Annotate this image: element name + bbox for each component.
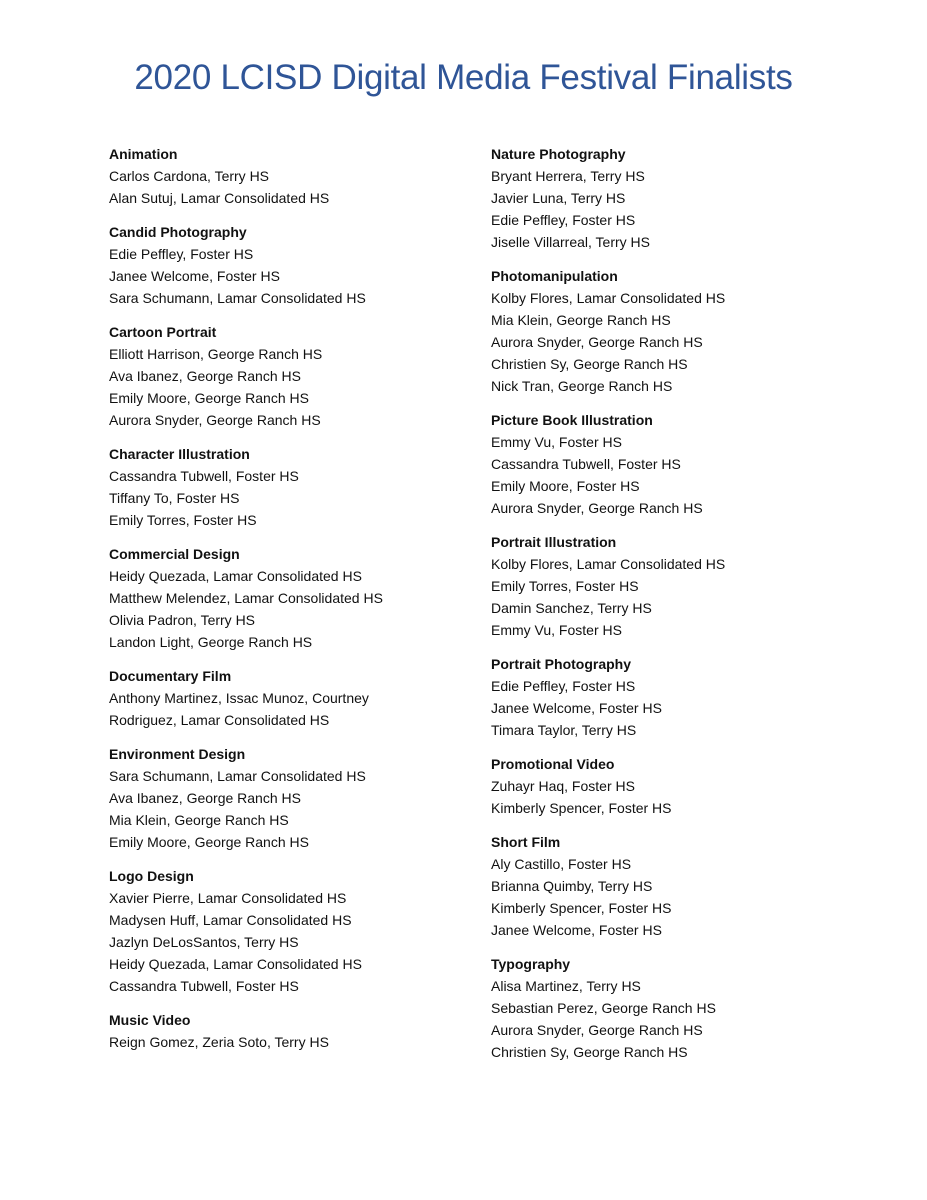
finalist-entry: Matthew Melendez, Lamar Consolidated HS [109,590,383,606]
finalist-entry: Aly Castillo, Foster HS [491,856,632,872]
finalist-entry: Emily Moore, George Ranch HS [109,834,309,850]
finalist-entry: Elliott Harrison, George Ranch HS [109,346,323,362]
finalist-entry: Emily Moore, George Ranch HS [109,390,309,406]
finalist-entry: Janee Welcome, Foster HS [491,922,662,938]
category-short-film [491,831,871,941]
finalist-entry: Kimberly Spencer, Foster HS [491,900,672,916]
category-title: Portrait Photography [491,656,632,672]
category-music-video [109,1009,489,1053]
finalist-entry: Alan Sutuj, Lamar Consolidated HS [109,190,330,206]
finalist-entry: Mia Klein, George Ranch HS [109,812,289,828]
finalist-entry: Madysen Huff, Lamar Consolidated HS [109,912,352,928]
category-title: Commercial Design [109,546,240,562]
finalist-entry: Emmy Vu, Foster HS [491,434,622,450]
finalist-entry: Javier Luna, Terry HS [491,190,626,206]
category-title: Photomanipulation [491,268,618,284]
finalist-entry: Mia Klein, George Ranch HS [491,312,671,328]
finalist-entry: Bryant Herrera, Terry HS [491,168,645,184]
finalist-entry: Emmy Vu, Foster HS [491,622,622,638]
finalist-entry: Jiselle Villarreal, Terry HS [491,234,650,250]
finalist-entry: Heidy Quezada, Lamar Consolidated HS [109,956,362,972]
finalist-entry: Emily Torres, Foster HS [491,578,639,594]
finalist-entry: Zuhayr Haq, Foster HS [491,778,635,794]
finalist-entry: Timara Taylor, Terry HS [491,722,637,738]
category-title: Picture Book Illustration [491,412,653,428]
finalist-entry: Sara Schumann, Lamar Consolidated HS [109,768,366,784]
finalist-entry: Aurora Snyder, George Ranch HS [491,500,703,516]
finalist-entry: Kimberly Spencer, Foster HS [491,800,672,816]
category-candid-photography [109,221,489,309]
finalist-entry: Ava Ibanez, George Ranch HS [109,368,301,384]
finalist-entry: Landon Light, George Ranch HS [109,634,313,650]
finalist-entry: Heidy Quezada, Lamar Consolidated HS [109,568,362,584]
finalist-entry: Kolby Flores, Lamar Consolidated HS [491,290,726,306]
category-title: Portrait Illustration [491,534,617,550]
finalist-entry: Brianna Quimby, Terry HS [491,878,653,894]
finalist-entry: Aurora Snyder, George Ranch HS [491,334,703,350]
finalist-entry: Janee Welcome, Foster HS [491,700,662,716]
finalist-entry: Emily Torres, Foster HS [109,512,257,528]
category-nature-photography [491,143,871,253]
finalist-entry: Reign Gomez, Zeria Soto, Terry HS [109,1034,329,1050]
category-title: Documentary Film [109,668,232,684]
category-promotional-video [491,753,871,819]
finalist-entry: Edie Peffley, Foster HS [109,246,254,262]
finalist-entry: Ava Ibanez, George Ranch HS [109,790,301,806]
finalist-entry: Janee Welcome, Foster HS [109,268,280,284]
category-animation [109,143,489,209]
category-photomanipulation [491,265,871,397]
finalist-entry: Emily Moore, Foster HS [491,478,640,494]
category-title: Logo Design [109,868,194,884]
category-character-illustration [109,443,489,531]
category-title: Environment Design [109,746,246,762]
finalist-entry: Sebastian Perez, George Ranch HS [491,1000,716,1016]
category-cartoon-portrait [109,321,489,431]
category-title: Promotional Video [491,756,615,772]
category-picture-book-illustration [491,409,871,519]
category-title: Cartoon Portrait [109,324,217,340]
category-title: Candid Photography [109,224,247,240]
finalist-entry: Christien Sy, George Ranch HS [491,356,688,372]
finalist-entry: Cassandra Tubwell, Foster HS [109,978,299,994]
finalist-entry: Cassandra Tubwell, Foster HS [491,456,681,472]
category-logo-design [109,865,489,997]
finalist-entry: Sara Schumann, Lamar Consolidated HS [109,290,366,306]
category-title: Typography [491,956,571,972]
finalist-entry: Edie Peffley, Foster HS [491,678,636,694]
page-title: 2020 LCISD Digital Media Festival Finalists [134,58,793,97]
finalist-entry: Christien Sy, George Ranch HS [491,1044,688,1060]
finalist-entry: Xavier Pierre, Lamar Consolidated HS [109,890,347,906]
right-column [491,143,871,1075]
category-environment-design [109,743,489,853]
finalist-entry: Edie Peffley, Foster HS [491,212,636,228]
category-title: Animation [109,146,178,162]
category-commercial-design [109,543,489,653]
category-title: Character Illustration [109,446,250,462]
finalist-entry: Jazlyn DeLosSantos, Terry HS [109,934,299,950]
finalist-entry: Cassandra Tubwell, Foster HS [109,468,299,484]
category-title: Short Film [491,834,561,850]
category-portrait-photography [491,653,871,741]
finalist-entry: Alisa Martinez, Terry HS [491,978,641,994]
finalist-entry: Aurora Snyder, George Ranch HS [491,1022,703,1038]
finalist-entry: Carlos Cardona, Terry HS [109,168,270,184]
finalist-entry: Olivia Padron, Terry HS [109,612,256,628]
finalist-entry: Rodriguez, Lamar Consolidated HS [109,712,330,728]
finalist-entry: Kolby Flores, Lamar Consolidated HS [491,556,726,572]
finalist-entry: Tiffany To, Foster HS [109,490,240,506]
category-title: Nature Photography [491,146,626,162]
finalist-entry: Damin Sanchez, Terry HS [491,600,652,616]
category-title: Music Video [109,1012,191,1028]
category-typography [491,953,871,1063]
finalist-entry: Aurora Snyder, George Ranch HS [109,412,321,428]
left-column [109,143,489,1065]
finalist-entry: Nick Tran, George Ranch HS [491,378,673,394]
category-documentary-film [109,665,489,731]
finalist-entry: Anthony Martinez, Issac Munoz, Courtney [109,690,369,706]
category-portrait-illustration [491,531,871,641]
